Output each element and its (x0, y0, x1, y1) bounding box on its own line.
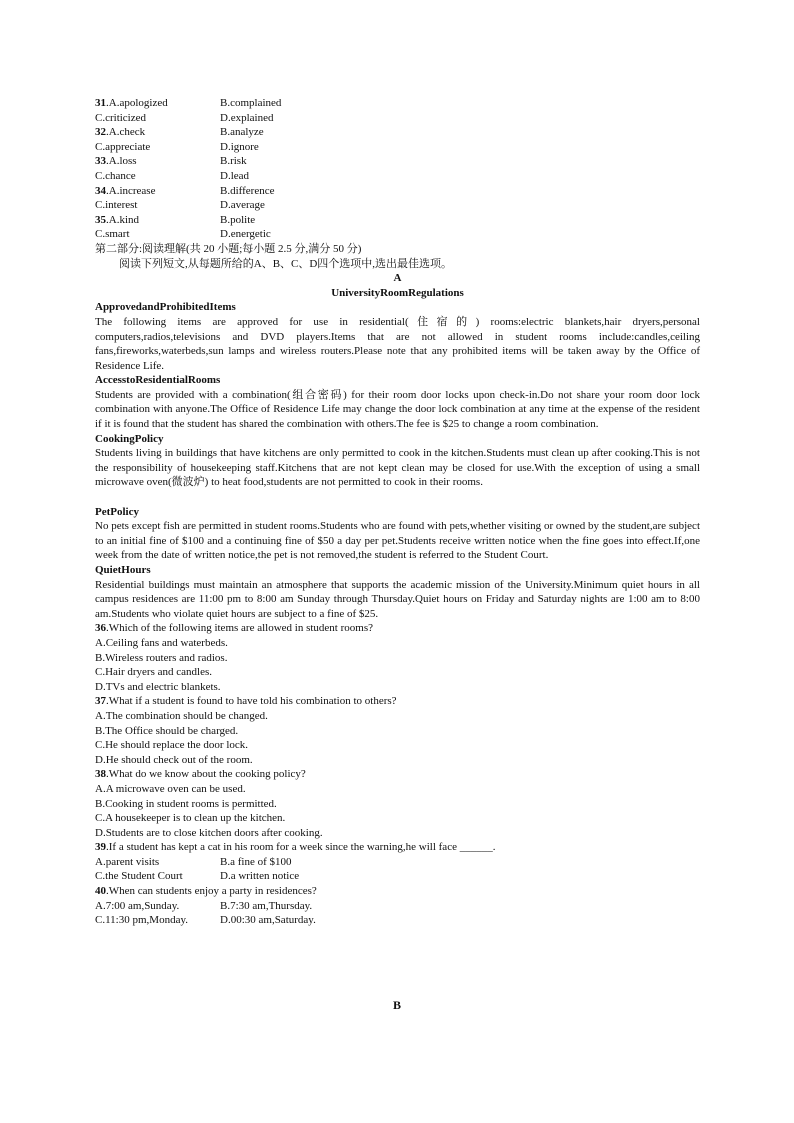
question-number: 32 (95, 126, 106, 139)
question-stem: .What do we know about the cooking policy? (106, 768, 306, 781)
option-c: C.smart (95, 228, 130, 241)
option-a: .A.increase (106, 184, 156, 197)
option-d: D.He should check out of the room. (95, 753, 253, 766)
section-heading-cooking: CookingPolicy (95, 432, 164, 445)
question-number: 38 (95, 768, 106, 781)
option-b: B.difference (220, 184, 275, 197)
cloze-35-row1 (95, 213, 700, 228)
cloze-32-row1 (95, 125, 700, 140)
option-a: .A.apologized (106, 97, 168, 109)
cloze-34-row2 (95, 198, 700, 213)
option-b: B.The Office should be charged. (95, 724, 239, 737)
passage-title: UniversityRoomRegulations (331, 286, 464, 299)
option-d: D.average (220, 199, 265, 212)
question-38 (95, 767, 700, 840)
section-heading-items: ApprovedandProhibitedItems (95, 301, 236, 314)
question-number: 37 (95, 695, 106, 708)
section-heading-access: AccesstoResidentialRooms (95, 374, 221, 387)
option-c: C.A housekeeper is to clean up the kitchen. (95, 812, 286, 825)
question-40 (95, 884, 700, 928)
section-text-cooking: Students living in buildings that have kitchens are only permitted to cook in the kitchen.Students must clean up after cooking.This is not the responsibility of housekeeping staff.Kitchens that are not kept clean may be closed for use.With the exception of using a small microwave oven(微波炉) to heat food,students are not permitted to cook in their rooms. (95, 447, 700, 489)
question-39 (95, 840, 700, 884)
option-b: B.Wireless routers and radios. (95, 651, 228, 664)
option-d: D.00:30 am,Saturday. (220, 914, 316, 927)
part2-instruction: 阅读下列短文,从每题所给的A、B、C、D四个选项中,选出最佳选项。 (119, 257, 453, 270)
option-a: A.7:00 am,Sunday. (95, 899, 180, 912)
option-d: D.energetic (220, 228, 271, 241)
question-stem: .When can students enjoy a party in residences? (106, 885, 317, 898)
option-b: B.polite (220, 213, 256, 226)
question-number: 39 (95, 841, 106, 854)
question-stem: .Which of the following items are allowed in student rooms? (106, 622, 373, 635)
question-number: 34 (95, 184, 106, 197)
option-d: D.lead (220, 169, 250, 182)
cloze-33-row1 (95, 154, 700, 169)
question-stem: .What if a student is found to have told his combination to others? (106, 695, 397, 708)
option-c: C.11:30 pm,Monday. (95, 914, 188, 927)
option-d: D.explained (220, 111, 274, 124)
option-c: C.Hair dryers and candles. (95, 666, 212, 679)
option-c: C.interest (95, 199, 138, 212)
question-number: 36 (95, 622, 106, 635)
option-a: A.Ceiling fans and waterbeds. (95, 636, 228, 649)
option-a: .A.kind (106, 213, 139, 226)
section-heading-pets: PetPolicy (95, 505, 139, 518)
option-c: C.criticized (95, 111, 147, 124)
question-number: 40 (95, 885, 106, 898)
section-text-items: The following items are approved for use in residential(住宿的) rooms:electric blankets,hair dryers,personal computers,radios,televisions and DVD players.Items that are not allowed in student rooms include:candles,ceiling fans,fireworks,waterbeds,sun lamps and wireless routers.Please note that any prohibited items will be taken away by the Office of Residence Life. (95, 315, 700, 372)
cloze-31-row1 (95, 96, 700, 111)
cloze-options (95, 96, 700, 242)
option-a: A.The combination should be changed. (95, 709, 268, 722)
cloze-33-row2 (95, 169, 700, 184)
option-c: C.He should replace the door lock. (95, 739, 249, 752)
part2-heading: 第二部分:阅读理解(共 20 小题;每小题 2.5 分,满分 50 分) (95, 242, 362, 255)
question-number: 33 (95, 155, 106, 168)
option-a: .A.loss (106, 155, 137, 168)
option-b: B.a fine of $100 (220, 855, 292, 868)
option-a: .A.check (106, 126, 146, 139)
option-d: D.a written notice (220, 870, 300, 883)
option-b: B.risk (220, 155, 247, 168)
section-text-pets: No pets except fish are permitted in student rooms.Students who are found with pets,whether visiting or owned by the student,are subject to an initial fine of $100 and a continuing fine of $50 a day per pet.Students receive written notice when the fine goes into effect.If,one week from the date of written notice,the pet is not removed,the student is referred to the Student Court. (95, 520, 700, 562)
section-text-access: Students are provided with a combination(组合密码) for their room door locks upon check-in.Do not share your room door lock combination with anyone.The Office of Residence Life may change the door lock combination at any time at the expense of the resident if it is found that the student has shared the combination with others.The fee is $25 to change a room combination. (95, 388, 700, 431)
option-a: A.parent visits (95, 855, 160, 868)
question-stem: .If a student has kept a cat in his room for a week since the warning,he will face ______. (106, 841, 496, 854)
option-b: B.Cooking in student rooms is permitted. (95, 797, 277, 810)
option-c: C.the Student Court (95, 870, 183, 883)
section-heading-quiet: QuietHours (95, 564, 151, 576)
option-b: B.complained (220, 97, 282, 109)
passage-letter: A (393, 272, 402, 285)
section-text-quiet: Residential buildings must maintain an atmosphere that supports the academic mission of the University.Minimum quiet hours in all campus residences are 11:00 pm to 8:00 am Sunday through Thursday.Quiet hours on Friday and Saturday nights are 1:00 am to 8:00 am.Students who violate quiet hours are subject to a fine of $25. (95, 578, 700, 620)
question-37 (95, 694, 700, 767)
option-a: A.A microwave oven can be used. (95, 782, 246, 795)
cloze-32-row2 (95, 140, 700, 155)
option-b: B.analyze (220, 126, 264, 139)
option-d: D.Students are to close kitchen doors after cooking. (95, 826, 323, 839)
option-c: C.appreciate (95, 140, 151, 153)
document-page (95, 96, 700, 928)
option-d: D.TVs and electric blankets. (95, 680, 221, 693)
option-c: C.chance (95, 169, 136, 182)
next-passage-letter: B (392, 998, 401, 1012)
cloze-35-row2 (95, 227, 700, 242)
cloze-31-row2 (95, 111, 700, 126)
cloze-34-row1 (95, 184, 700, 199)
question-number: 35 (95, 213, 106, 226)
question-number: 31 (95, 97, 106, 109)
option-b: B.7:30 am,Thursday. (220, 899, 313, 912)
option-d: D.ignore (220, 140, 259, 153)
question-36 (95, 621, 700, 694)
